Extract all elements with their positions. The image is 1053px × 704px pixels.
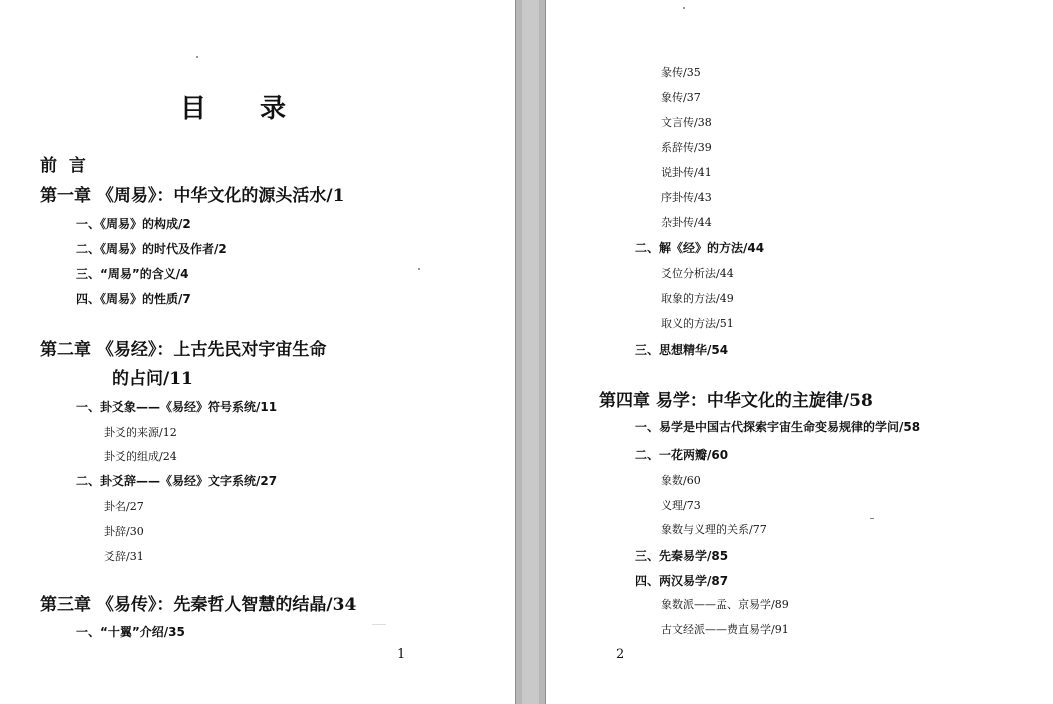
ch4-s4-item-2: 古文经派——费直易学/91 [661, 623, 789, 636]
ch3-s1-item-1: 彖传/35 [661, 66, 701, 79]
chapter-1-heading: 第一章 《周易》：中华文化的源头活水/1 [40, 186, 345, 206]
scan-speck [870, 518, 874, 519]
ch3-s2-item-1: 爻位分析法/44 [661, 267, 734, 280]
ch4-s2-item-2: 义理/73 [661, 499, 701, 512]
ch1-section-3: 三、“周易”的含义/4 [76, 267, 189, 281]
ch3-section-2: 二、解《经》的方法/44 [635, 241, 765, 255]
toc-page-right [546, 0, 1053, 704]
ch3-section-3: 三、思想精华/54 [635, 343, 729, 357]
chapter-4-heading: 第四章 易学：中华文化的主旋律/58 [599, 391, 873, 411]
chapter-2-heading-line-1: 第二章 《易经》：上古先民对宇宙生命 [40, 340, 327, 360]
ch4-s2-item-3: 象数与义理的关系/77 [661, 523, 767, 536]
ch3-s1-item-3: 文言传/38 [661, 116, 712, 129]
page-number: 2 [616, 647, 625, 662]
ch2-s2-item-3: 爻辞/31 [104, 550, 144, 563]
ch2-s2-item-1: 卦名/27 [104, 500, 144, 513]
ch4-section-2: 二、一花两瓣/60 [635, 448, 729, 462]
ch2-section-2: 二、卦爻辞——《易经》文字系统/27 [76, 474, 278, 488]
scan-speck [683, 7, 685, 9]
ch3-s1-item-5: 说卦传/41 [661, 166, 712, 179]
ch3-s1-item-4: 系辞传/39 [661, 141, 712, 154]
ch3-s2-item-3: 取义的方法/51 [661, 317, 734, 330]
scan-speck [372, 624, 386, 625]
scan-speck [196, 56, 198, 58]
ch3-s1-item-2: 象传/37 [661, 91, 701, 104]
page-number: 1 [397, 647, 406, 662]
page-gutter [515, 0, 546, 704]
ch3-section-1: 一、“十翼”介绍/35 [76, 625, 185, 639]
scan-speck [418, 268, 420, 270]
ch2-s2-item-2: 卦辞/30 [104, 525, 144, 538]
ch4-s4-item-1: 象数派——孟、京易学/89 [661, 598, 789, 611]
ch4-section-3: 三、先秦易学/85 [635, 549, 729, 563]
ch3-s2-item-2: 取象的方法/49 [661, 292, 734, 305]
ch3-s1-item-7: 杂卦传/44 [661, 216, 712, 229]
ch4-section-1: 一、易学是中国古代探索宇宙生命变易规律的学问/58 [635, 420, 921, 434]
toc-page-left [0, 0, 515, 704]
toc-title-char-1: 目 [180, 94, 209, 124]
ch2-s1-item-1: 卦爻的来源/12 [104, 426, 177, 439]
toc-title-char-2: 录 [260, 94, 289, 124]
ch3-s1-item-6: 序卦传/43 [661, 191, 712, 204]
chapter-3-heading: 第三章 《易传》：先秦哲人智慧的结晶/34 [40, 595, 357, 615]
preface-heading: 前 言 [40, 156, 86, 176]
ch2-s1-item-2: 卦爻的组成/24 [104, 450, 177, 463]
ch2-section-1: 一、卦爻象——《易经》符号系统/11 [76, 400, 278, 414]
chapter-2-heading-line-2: 的占问/11 [112, 369, 193, 389]
ch4-s2-item-1: 象数/60 [661, 474, 701, 487]
ch1-section-4: 四、《周易》的性质/7 [76, 292, 191, 306]
ch1-section-1: 一、《周易》的构成/2 [76, 217, 191, 231]
ch4-section-4: 四、两汉易学/87 [635, 574, 729, 588]
ch1-section-2: 二、《周易》的时代及作者/2 [76, 242, 227, 256]
